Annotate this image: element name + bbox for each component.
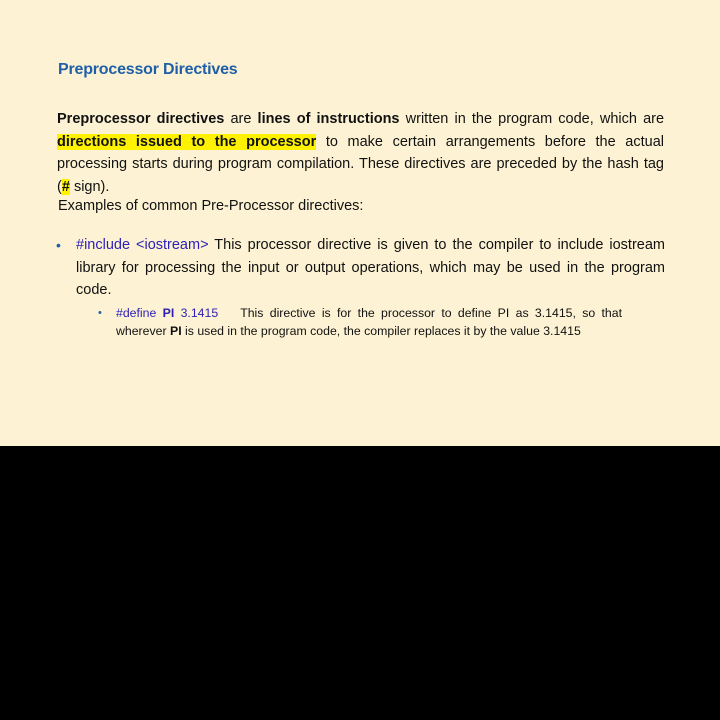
bullet-text: This processor directive is given to the compiler to include iostream library for processing the input or output operations, which may be used in the program code. — [76, 237, 665, 298]
code-define-value: 3.1415 — [174, 306, 219, 320]
bold-term-lines-of-instructions: lines of instructions — [257, 111, 400, 127]
examples-heading: Examples of common Pre-Processor directives: — [58, 198, 364, 214]
bullet-text: This directive is for the processor to define PI as 3.1415, so that wherever — [116, 306, 623, 338]
bold-term-preprocessor-directives: Preprocessor directives — [57, 111, 225, 127]
bullet-include — [56, 234, 665, 302]
highlighted-hash-symbol: # — [61, 178, 70, 195]
paragraph-text: sign). — [69, 178, 110, 195]
bold-pi: PI — [170, 323, 182, 338]
code-define-pi: PI — [162, 306, 175, 320]
code-define-prefix: #define — [116, 306, 163, 320]
bullet-define — [98, 305, 622, 340]
paragraph-text: to make certain arrangements before the actual processing starts during program compilation. These directives are preceded by the hash tag ( — [57, 133, 664, 195]
slide-title: Preprocessor Directives — [58, 61, 238, 78]
code-include-iostream: #include <iostream> — [76, 237, 209, 253]
bullet-marker: • — [98, 307, 102, 319]
bullet-marker: • — [56, 237, 61, 253]
paragraph-text: written in the program code, which are — [399, 111, 665, 127]
bullet-text: is used in the program code, the compiler replaces it by the value 3.1415 — [181, 323, 581, 338]
highlighted-phrase: directions issued to the processor — [57, 133, 317, 150]
paragraph-text: are — [224, 111, 258, 127]
intro-paragraph — [57, 108, 664, 198]
